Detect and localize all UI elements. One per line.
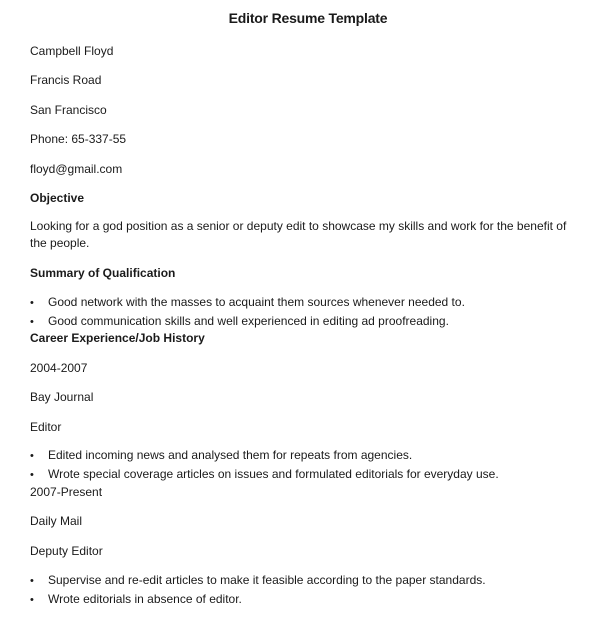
bullet-icon: •: [30, 297, 34, 309]
summary-item-text: Good network with the masses to acquaint them sources whenever needed to.: [48, 295, 465, 309]
contact-phone: Phone: 65-337-55: [30, 132, 127, 146]
job-duty-text: Edited incoming news and analysed them for repeats from agencies.: [48, 448, 413, 462]
job-duty: [30, 447, 412, 464]
summary-item-text: Good communication skills and well experienced in editing ad proofreading.: [48, 314, 449, 328]
summary-item: [30, 294, 465, 311]
bullet-icon: •: [30, 594, 34, 606]
objective-heading: Objective: [30, 191, 85, 205]
job-role: Editor: [30, 420, 62, 434]
objective-text: Looking for a god position as a senior or deputy edit to showcase my skills and work for the benefit of the people.: [30, 219, 567, 250]
contact-street: Francis Road: [30, 73, 102, 87]
job-duty-text: Supervise and re-edit articles to make it feasible according to the paper standards.: [48, 573, 486, 587]
bullet-icon: •: [30, 450, 34, 462]
summary-item: [30, 313, 449, 330]
contact-name: Campbell Floyd: [30, 44, 114, 58]
document-title: Editor Resume Template: [228, 10, 388, 26]
job-duty-text: Wrote special coverage articles on issues and formulated editorials for everyday use.: [48, 467, 499, 481]
contact-email: floyd@gmail.com: [30, 162, 123, 176]
summary-heading: Summary of Qualification: [30, 266, 176, 280]
job-duty-text: Wrote editorials in absence of editor.: [48, 592, 242, 606]
job-role: Deputy Editor: [30, 544, 103, 558]
job-duty: [30, 591, 242, 608]
job-period: 2004-2007: [30, 361, 88, 375]
job-duty: [30, 572, 486, 589]
bullet-icon: •: [30, 316, 34, 328]
experience-heading: Career Experience/Job History: [30, 331, 205, 345]
contact-city: San Francisco: [30, 103, 107, 117]
job-company: Daily Mail: [30, 514, 83, 528]
job-company: Bay Journal: [30, 390, 94, 404]
job-duty: [30, 466, 499, 483]
bullet-icon: •: [30, 575, 34, 587]
job-period: 2007-Present: [30, 485, 103, 499]
bullet-icon: •: [30, 469, 34, 481]
